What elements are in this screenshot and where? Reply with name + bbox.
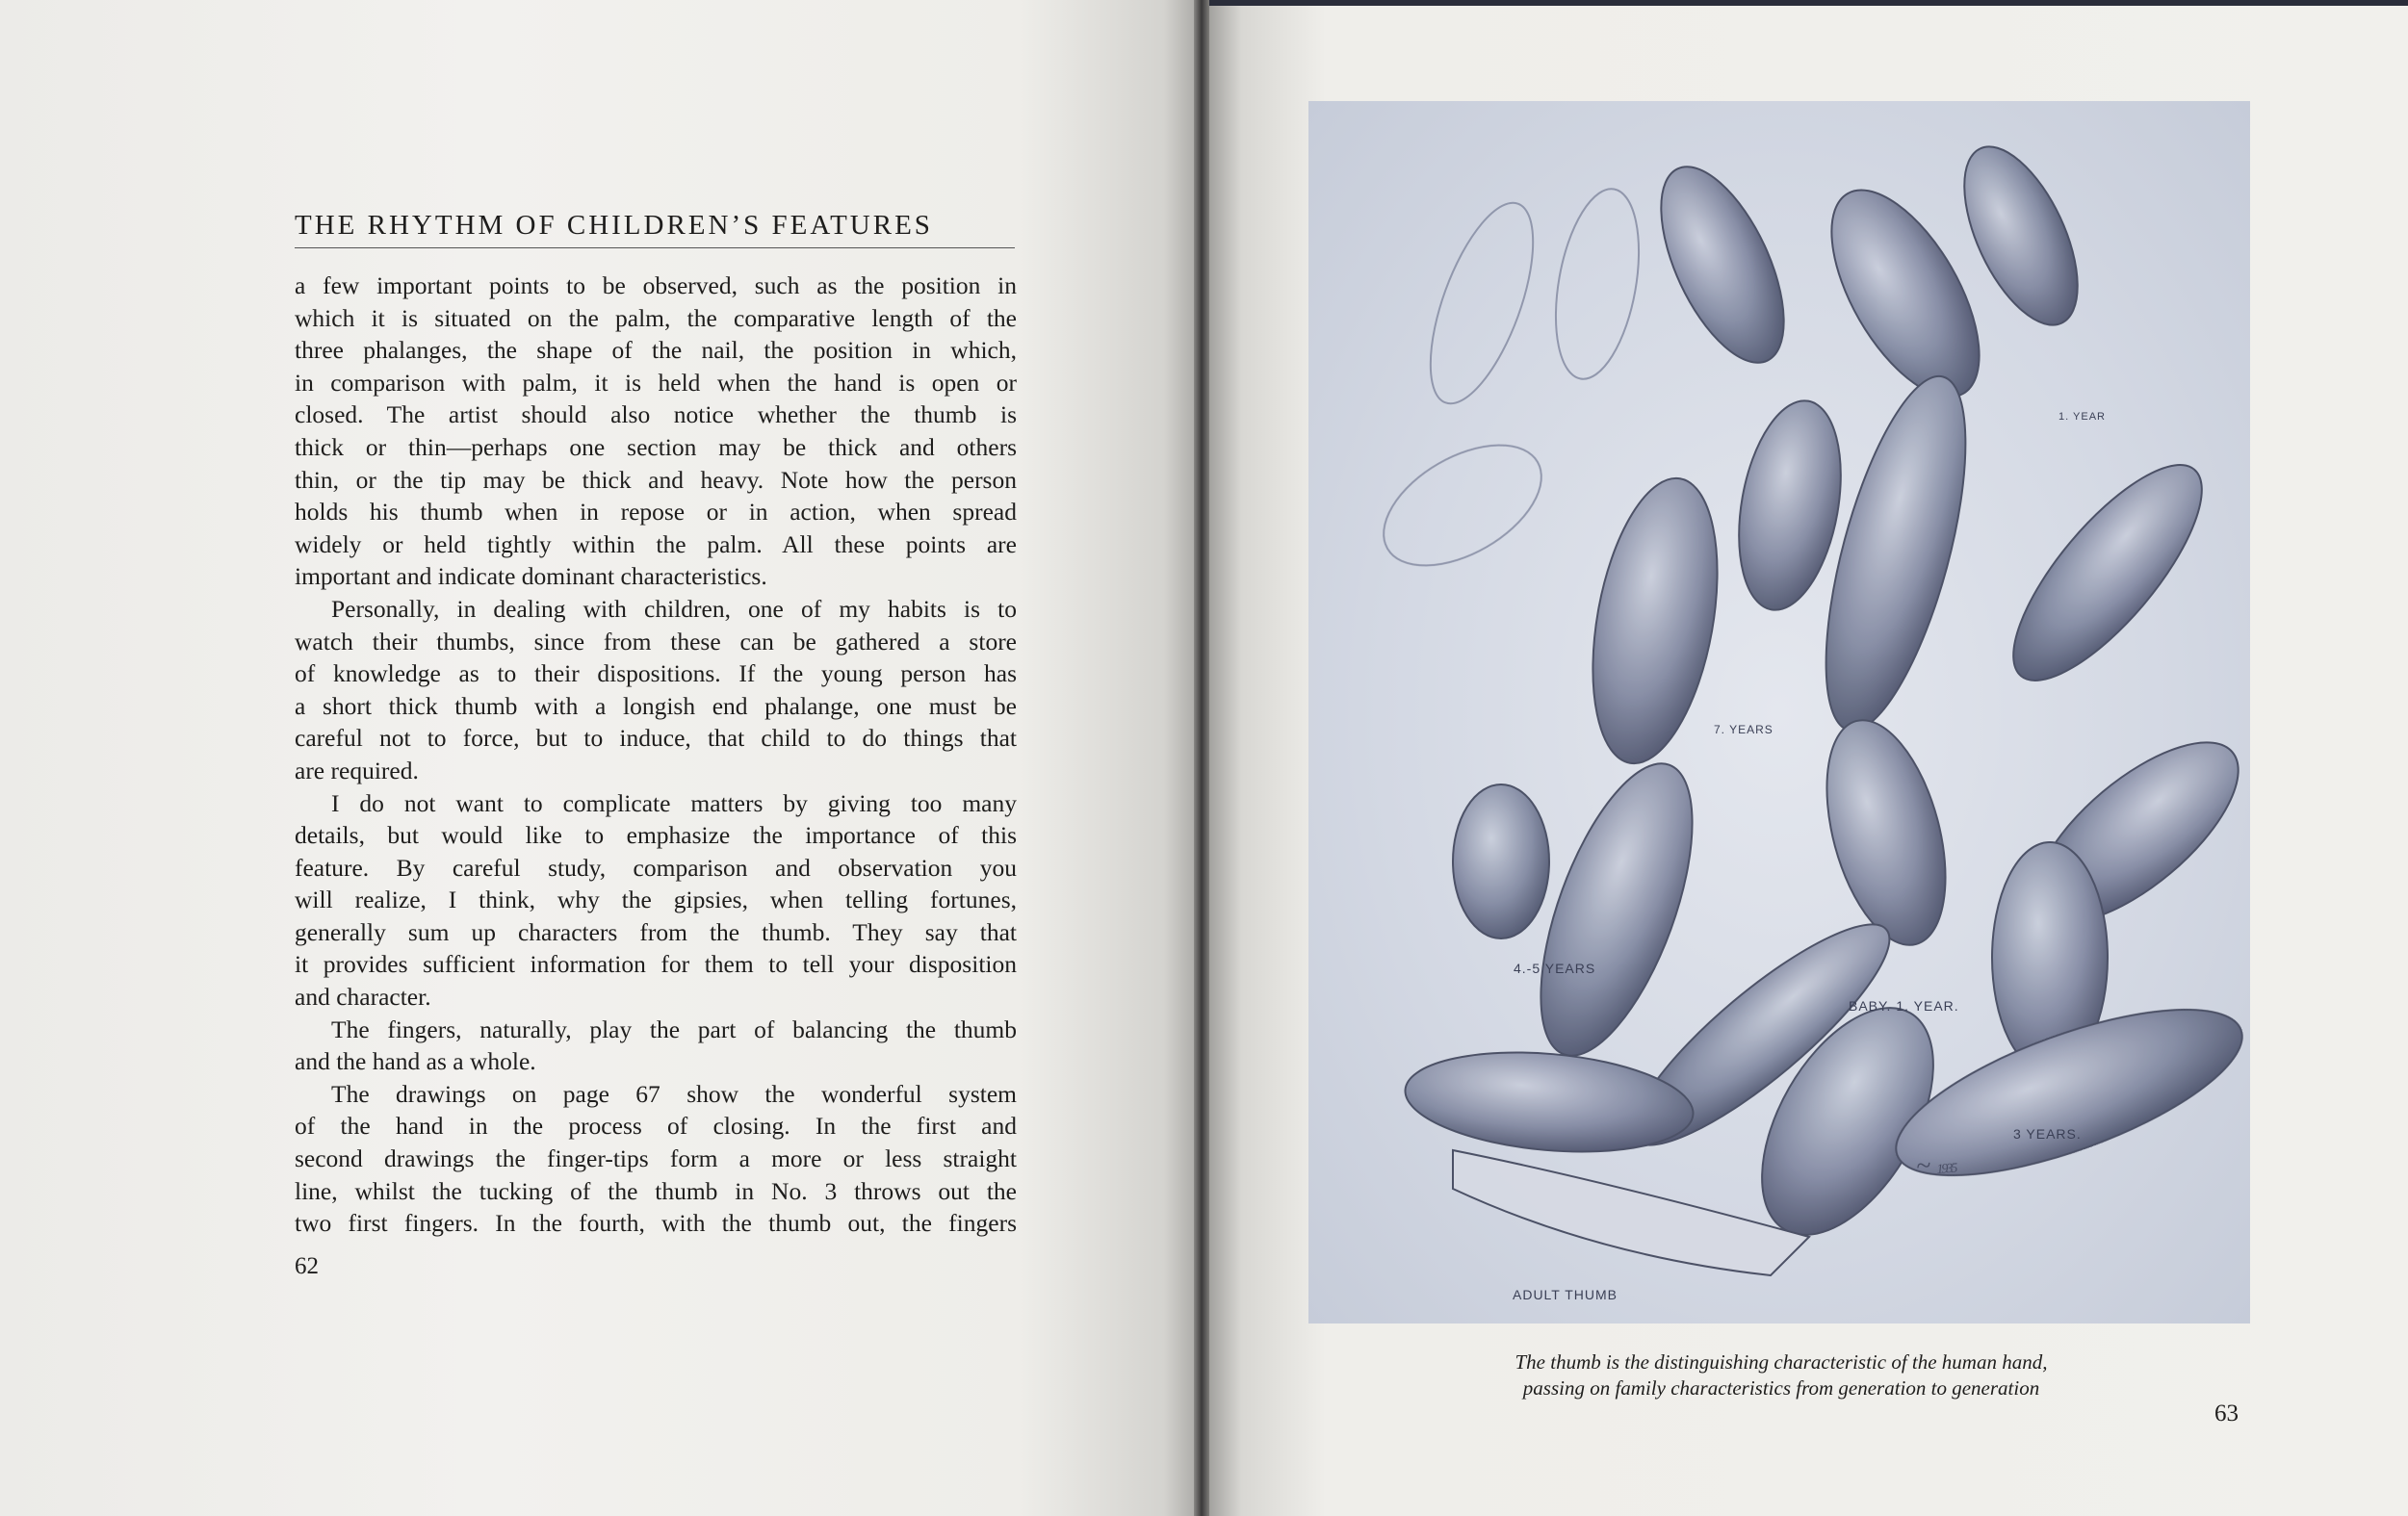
text-line: holds his thumb when in repose or in action, when spread xyxy=(295,498,1017,527)
text-line: three phalanges, the shape of the nail, the position in which, xyxy=(295,336,1017,365)
text-line: will realize, I think, why the gipsies, when telling fortunes, xyxy=(295,886,1017,914)
text-line: thin, or the tip may be thick and heavy. Note how the person xyxy=(295,465,1017,494)
text-line: it provides sufficient information for them to tell your disposition xyxy=(295,950,1017,979)
thumb-illustration xyxy=(1308,101,2250,1323)
book-gutter xyxy=(1194,0,1209,1516)
page-number-right: 63 xyxy=(2214,1400,2239,1426)
label-1-year: 1. YEAR xyxy=(2058,411,2106,423)
text-line: and the hand as a whole. xyxy=(295,1047,536,1076)
running-head: THE RHYTHM OF CHILDREN’S FEATURES xyxy=(295,210,1015,248)
label-7-years: 7. YEARS xyxy=(1714,723,1774,736)
hand-sketches xyxy=(1308,101,2250,1323)
text-line: details, but would like to emphasize the importance of this xyxy=(295,821,1017,850)
text-line: careful not to force, but to induce, that child to do things that xyxy=(295,724,1017,753)
label-adult-thumb: ADULT THUMB xyxy=(1513,1287,1618,1302)
caption-line: The thumb is the distinguishing characteristic of the human hand, xyxy=(1515,1350,2048,1374)
text-line: The drawings on page 67 show the wonderful system xyxy=(331,1079,1017,1108)
artist-signature: ~ 1935 xyxy=(1914,1150,1956,1182)
text-line: a short thick thumb with a longish end phalange, one must be xyxy=(295,691,1017,720)
body-text xyxy=(295,270,1017,1240)
label-baby-1-year: BABY. 1. YEAR. xyxy=(1849,998,1959,1014)
text-line: two first fingers. In the fourth, with the thumb out, the fingers xyxy=(295,1209,1017,1238)
text-line: I do not want to complicate matters by giving too many xyxy=(331,788,1017,817)
text-line: and character. xyxy=(295,983,431,1012)
text-line: closed. The artist should also notice whether the thumb is xyxy=(295,400,1017,429)
text-line: a few important points to be observed, such as the position in xyxy=(295,271,1017,299)
page-number-left: 62 xyxy=(295,1253,319,1279)
label-4-5-years: 4.-5 YEARS xyxy=(1514,961,1596,976)
text-line: watch their thumbs, since from these can be gathered a store xyxy=(295,627,1017,655)
text-line: which it is situated on the palm, the comparative length of the xyxy=(295,303,1017,332)
caption-line: passing on family characteristics from generation to generation xyxy=(1522,1376,2040,1400)
label-3-years: 3 YEARS. xyxy=(2013,1126,2082,1142)
text-line: of the hand in the process of closing. In the first and xyxy=(295,1112,1017,1141)
left-page xyxy=(0,0,1200,1516)
text-line: generally sum up characters from the thumb. They say that xyxy=(295,917,1017,946)
text-line: widely or held tightly within the palm. All these points are xyxy=(295,529,1017,558)
text-line: in comparison with palm, it is held when the hand is open or xyxy=(295,368,1017,397)
text-line: of knowledge as to their dispositions. If the young person has xyxy=(295,659,1017,688)
text-line: Personally, in dealing with children, one of my habits is to xyxy=(331,594,1017,623)
text-line: The fingers, naturally, play the part of balancing the thumb xyxy=(331,1015,1017,1043)
figure-caption xyxy=(1348,1349,2214,1401)
text-line: second drawings the finger-tips form a more or less straight xyxy=(295,1144,1017,1173)
text-line: important and indicate dominant characteristics. xyxy=(295,562,767,591)
text-line: thick or thin—perhaps one section may be thick and others xyxy=(295,432,1017,461)
text-line: line, whilst the tucking of the thumb in No. 3 throws out the xyxy=(295,1176,1017,1205)
text-line: feature. By careful study, comparison and observation you xyxy=(295,853,1017,882)
text-line: are required. xyxy=(295,756,419,784)
